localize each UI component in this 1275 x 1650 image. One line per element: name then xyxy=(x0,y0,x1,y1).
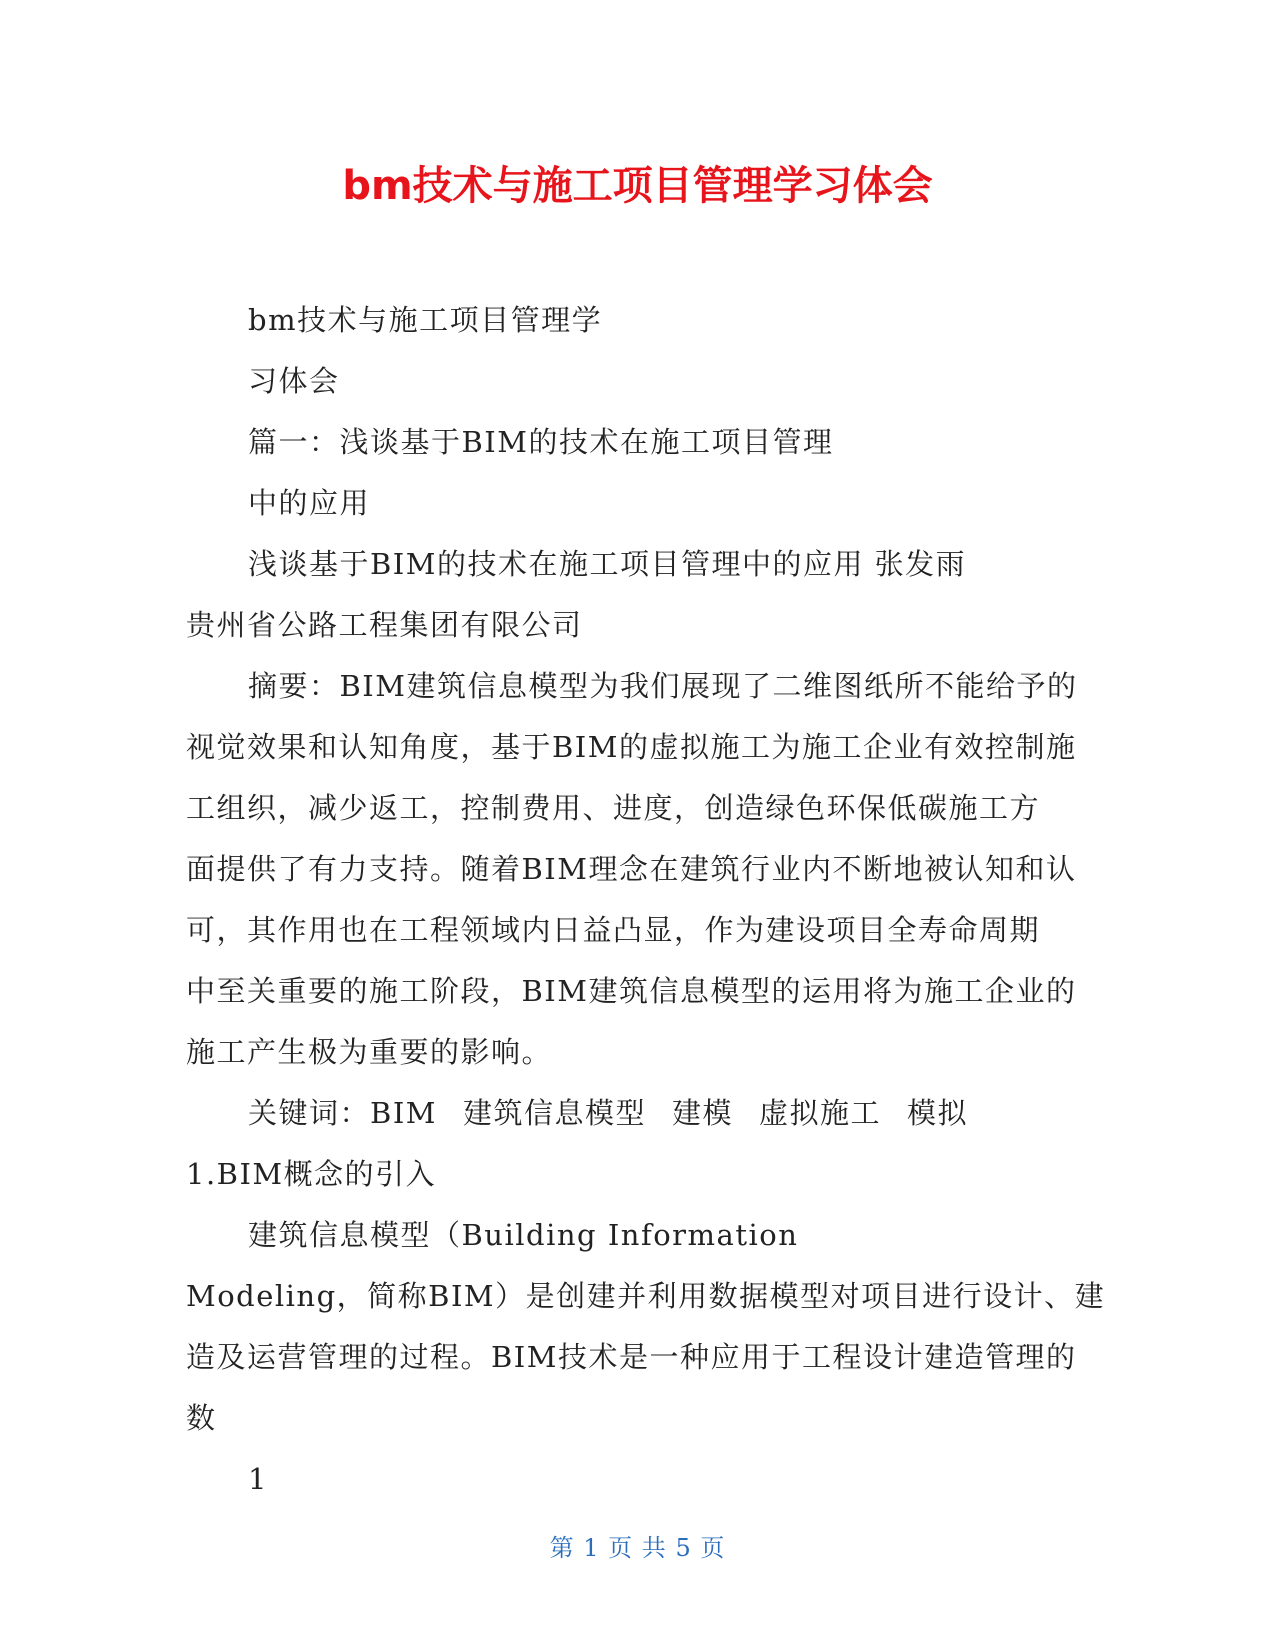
keyword: 建筑信息模型 xyxy=(462,1096,646,1130)
body-line: Modeling，简称BIM）是创建并利用数据模型对项目进行设计、建 xyxy=(186,1279,1106,1313)
section-heading: 1.BIM概念的引入 xyxy=(186,1157,437,1191)
abstract-line: 摘要：BIM建筑信息模型为我们展现了二维图纸所不能给予的 xyxy=(248,669,1078,703)
document-title: bm技术与施工项目管理学习体会 xyxy=(342,163,933,209)
keyword: 虚拟施工 xyxy=(759,1096,882,1130)
abstract-line: 面提供了有力支持。随着BIM理念在建筑行业内不断地被认知和认 xyxy=(186,852,1077,886)
abstract-line: 施工产生极为重要的影响。 xyxy=(186,1035,553,1069)
abstract-line: 可，其作用也在工程领域内日益凸显，作为建设项目全寿命周期 xyxy=(186,913,1041,947)
page-footer: 第 1 页 共 5 页 xyxy=(549,1534,726,1562)
keyword: 模拟 xyxy=(907,1096,969,1130)
body-line: 数 xyxy=(186,1401,217,1435)
body-line: 造及运营管理的过程。BIM技术是一种应用于工程设计建造管理的 xyxy=(186,1340,1077,1374)
abstract-line: 工组织，减少返工，控制费用、进度，创造绿色环保低碳施工方 xyxy=(186,791,1041,825)
affiliation-line: 贵州省公路工程集团有限公司 xyxy=(186,608,583,642)
author-line: 浅谈基于BIM的技术在施工项目管理中的应用 张发雨 xyxy=(248,547,967,581)
body-line: 中的应用 xyxy=(248,486,371,520)
keywords-line xyxy=(186,1083,1076,1144)
abstract-line: 视觉效果和认知角度，基于BIM的虚拟施工为施工企业有效控制施 xyxy=(186,730,1077,764)
keywords-label: 关键词： xyxy=(248,1096,371,1130)
body-line: 建筑信息模型（Building Information xyxy=(248,1218,799,1252)
document-body xyxy=(186,290,1106,1510)
keyword: BIM xyxy=(370,1096,437,1130)
inline-page-number: 1 xyxy=(248,1462,268,1496)
keyword: 建模 xyxy=(672,1096,734,1130)
body-line: 习体会 xyxy=(248,364,340,398)
body-line: bm技术与施工项目管理学 xyxy=(248,303,603,337)
abstract-line: 中至关重要的施工阶段，BIM建筑信息模型的运用将为施工企业的 xyxy=(186,974,1077,1008)
body-line: 篇一：浅谈基于BIM的技术在施工项目管理 xyxy=(248,425,834,459)
